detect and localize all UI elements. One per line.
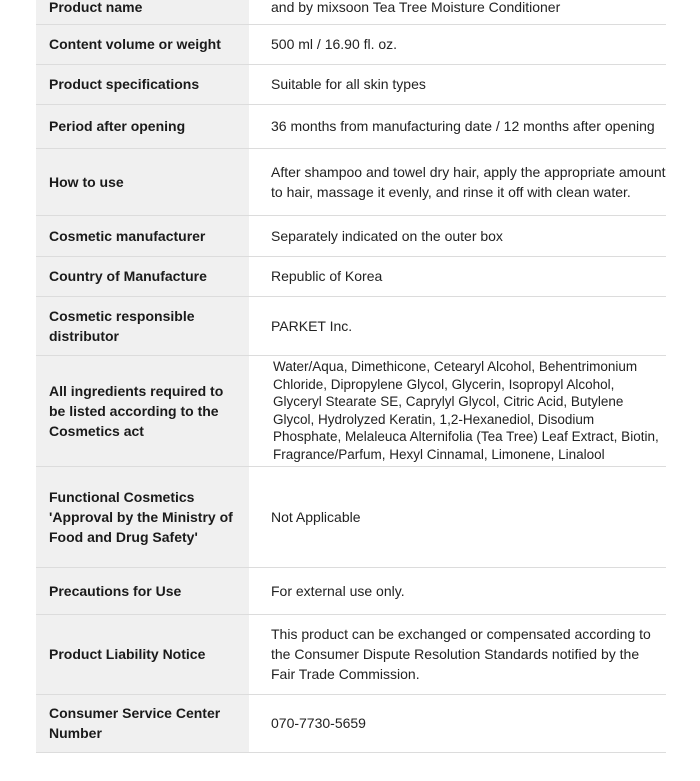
row-value: and by mixsoon Tea Tree Moisture Conditioner [249, 0, 666, 24]
row-value: Water/Aqua, Dimethicone, Cetearyl Alcohol, Behentrimonium Chloride, Dipropylene Glycol, Glycerin, Isopropyl Alcohol, Glyceryl Stearate SE, Caprylyl Glycol, Citric Acid, Butylene Glycol, Hydrolyzed Keratin, 1,2-Hexanediol, Disodium Phosphate, Melaleuca Alternifolia (Tea Tree) Leaf Extract, Biotin, Fragrance/Parfum, Hexyl Cinnamal, Limonene, Linalool [249, 355, 666, 466]
row-value: Not Applicable [249, 466, 666, 567]
product-info-table [36, 0, 666, 753]
row-label: How to use [36, 148, 249, 215]
table-row [36, 256, 666, 296]
table-row [36, 296, 666, 355]
row-label: Cosmetic responsible distributor [36, 296, 249, 355]
row-label: Consumer Service Center Number [36, 694, 249, 752]
table-row [36, 104, 666, 148]
table-row [36, 355, 666, 466]
row-value: 500 ml / 16.90 fl. oz. [249, 24, 666, 64]
table-row [36, 694, 666, 752]
table-row [36, 567, 666, 614]
row-label: Product specifications [36, 64, 249, 104]
row-value: For external use only. [249, 567, 666, 614]
row-label: Precautions for Use [36, 567, 249, 614]
table-row [36, 148, 666, 215]
row-label: All ingredients required to be listed according to the Cosmetics act [36, 355, 249, 466]
row-label: Content volume or weight [36, 24, 249, 64]
row-label: Cosmetic manufacturer [36, 215, 249, 256]
table-row [36, 215, 666, 256]
table-row [36, 0, 666, 24]
row-value: Republic of Korea [249, 256, 666, 296]
row-value: After shampoo and towel dry hair, apply the appropriate amount to hair, massage it evenly, and rinse it off with clean water. [249, 148, 666, 215]
row-value: Suitable for all skin types [249, 64, 666, 104]
row-label: Functional Cosmetics 'Approval by the Ministry of Food and Drug Safety' [36, 466, 249, 567]
row-label: Period after opening [36, 104, 249, 148]
row-value: PARKET Inc. [249, 296, 666, 355]
table-row [36, 466, 666, 567]
table-row [36, 24, 666, 64]
table-row [36, 64, 666, 104]
row-value: Separately indicated on the outer box [249, 215, 666, 256]
row-value: This product can be exchanged or compensated according to the Consumer Dispute Resolution Standards notified by the Fair Trade Commission. [249, 614, 666, 694]
row-label: Country of Manufacture [36, 256, 249, 296]
row-value: 070-7730-5659 [249, 694, 666, 752]
row-label: Product Liability Notice [36, 614, 249, 694]
row-label: Product name [36, 0, 249, 24]
table-row [36, 614, 666, 694]
row-value: 36 months from manufacturing date / 12 months after opening [249, 104, 666, 148]
